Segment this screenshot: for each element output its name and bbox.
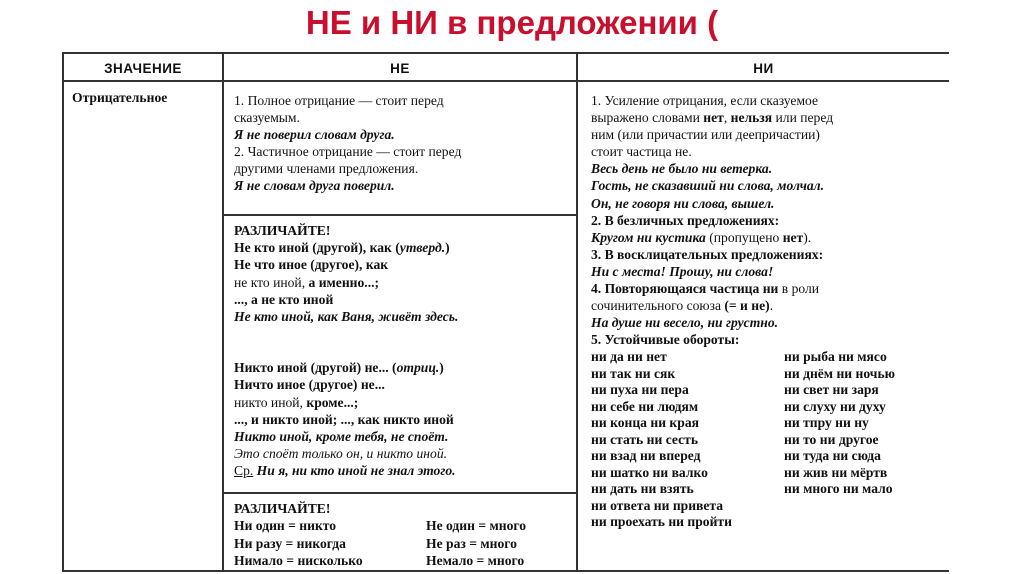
ne-distinguish-2-heading: РАЗЛИЧАЙТЕ! xyxy=(234,501,331,516)
ni-example: Ни с места! Прошу, ни слова! xyxy=(591,263,774,279)
ni-rule-1: 1. Усиление отрицания, если сказуемое xyxy=(591,93,819,108)
ni-example: Он, не говоря ни слова, вышел. xyxy=(591,195,775,211)
ni-example: На душе ни весело, ни грустно. xyxy=(591,315,779,331)
header-ne: НЕ xyxy=(390,61,410,76)
idiom: ни себе ни людям xyxy=(591,398,699,414)
idiom: ни слуху ни духу xyxy=(784,398,886,414)
ne-example-2: Я не словам друга поверил. xyxy=(234,178,395,193)
idioms-col-2 xyxy=(784,349,949,498)
pair-left: Ни один = никто xyxy=(234,518,337,533)
ne-line: Не что иное (другое), как xyxy=(234,257,389,273)
ne-line: ..., а не кто иной xyxy=(234,291,334,307)
idiom: ни тпру ни ну xyxy=(784,415,869,430)
ne-block-divider-2 xyxy=(224,492,576,494)
ne-line: Ничто иное (другое) не... xyxy=(234,377,385,393)
ni-rule-5: 5. Устойчивые обороты: xyxy=(591,332,740,348)
ni-rule-2: 2. В безличных предложениях: xyxy=(591,212,780,228)
ni-line: сочинительного союза (= и не). xyxy=(591,298,774,314)
idiom: ни пуха ни пера xyxy=(591,382,689,397)
idiom: ни много ни мало xyxy=(784,481,893,496)
row-label: Отрицательное xyxy=(72,90,168,105)
idiom: ни дать ни взять xyxy=(591,481,694,496)
idiom: ни рыба ни мясо xyxy=(784,349,887,364)
ne-compare: Ср. Ни я, ни кто иной не знал этого. xyxy=(234,463,456,479)
ni-example: Кругом ни кустика (пропущено нет). xyxy=(591,229,812,245)
ne-distinguish-2-col1 xyxy=(234,517,419,570)
ni-line: стоит частица не. xyxy=(591,144,692,160)
ne-example-1: Я не поверил словам друга. xyxy=(234,127,395,142)
ne-line: ..., и никто иной; ..., как никто иной xyxy=(234,411,454,427)
header-ni: НИ xyxy=(753,61,774,76)
ni-line: выражено словами нет, нельзя или перед xyxy=(591,110,834,126)
col-divider-1 xyxy=(222,54,224,572)
idiom: ни туда ни сюда xyxy=(784,448,881,463)
ne-example: Не кто иной, как Ваня, живёт здесь. xyxy=(234,309,459,325)
pair-left: Нимало = нисколько xyxy=(234,553,363,568)
ne-line: не кто иной, а именно...; xyxy=(234,274,380,290)
ni-example: Гость, не сказавший ни слова, молчал. xyxy=(591,178,825,194)
idiom: ни шатко ни валко xyxy=(591,464,708,480)
ne-line: Никто иной (другой) не... (отриц.) xyxy=(234,360,444,376)
idiom: ни жив ни мёртв xyxy=(784,464,888,480)
ne-example: Никто иной, кроме тебя, не споёт. xyxy=(234,429,449,445)
idiom: ни свет ни заря xyxy=(784,382,879,397)
pair-right: Немало = много xyxy=(426,553,525,568)
ne-distinguish-1 xyxy=(234,222,572,480)
distinguish-heading: РАЗЛИЧАЙТЕ! xyxy=(234,223,331,238)
ni-rule-4: 4. Повторяющаяся частица ни в роли xyxy=(591,281,820,297)
idiom: ни да ни нет xyxy=(591,349,667,364)
ni-example: Весь день не было ни ветерка. xyxy=(591,161,773,177)
pair-right: Не один = много xyxy=(426,518,527,533)
header-divider xyxy=(64,80,949,82)
idiom: ни ответа ни привета xyxy=(591,497,724,513)
idiom: ни конца ни края xyxy=(591,415,699,430)
header-meaning: ЗНАЧЕНИЕ xyxy=(104,61,182,76)
ne-rule-2-cont: другими членами предложения. xyxy=(234,161,419,176)
idioms-col-1 xyxy=(591,349,781,531)
idiom: ни стать ни сесть xyxy=(591,431,699,447)
page-title: НЕ и НИ в предложении ( xyxy=(305,4,719,41)
col-divider-2 xyxy=(576,54,578,572)
pair-right: Не раз = много xyxy=(426,535,517,551)
ne-rule-1-cont: сказуемым. xyxy=(234,110,300,125)
pair-left: Ни разу = никогда xyxy=(234,535,346,551)
ni-line: ним (или причастии или деепричастии) xyxy=(591,127,820,143)
ne-rule-2: 2. Частичное отрицание — стоит перед xyxy=(234,144,462,159)
ne-rule-1: 1. Полное отрицание — стоит перед xyxy=(234,93,444,108)
idiom: ни то ни другое xyxy=(784,431,879,447)
ne-ni-table xyxy=(62,52,949,572)
ne-line: никто иной, кроме...; xyxy=(234,394,359,410)
ne-line: Не кто иной (другой), как (утверд.) xyxy=(234,240,450,256)
idiom: ни днём ни ночью xyxy=(784,365,896,381)
idiom: ни взад ни вперед xyxy=(591,448,701,463)
ne-distinguish-2-col2 xyxy=(426,517,574,570)
ne-example: Это споёт только он, и никто иной. xyxy=(234,446,448,462)
ni-rule-3: 3. В восклицательных предложениях: xyxy=(591,246,824,262)
ni-rules xyxy=(591,92,945,348)
idiom: ни так ни сяк xyxy=(591,365,676,381)
ne-rules xyxy=(234,92,572,194)
ne-block-divider-1 xyxy=(224,214,576,216)
idiom: ни проехать ни пройти xyxy=(591,514,732,529)
